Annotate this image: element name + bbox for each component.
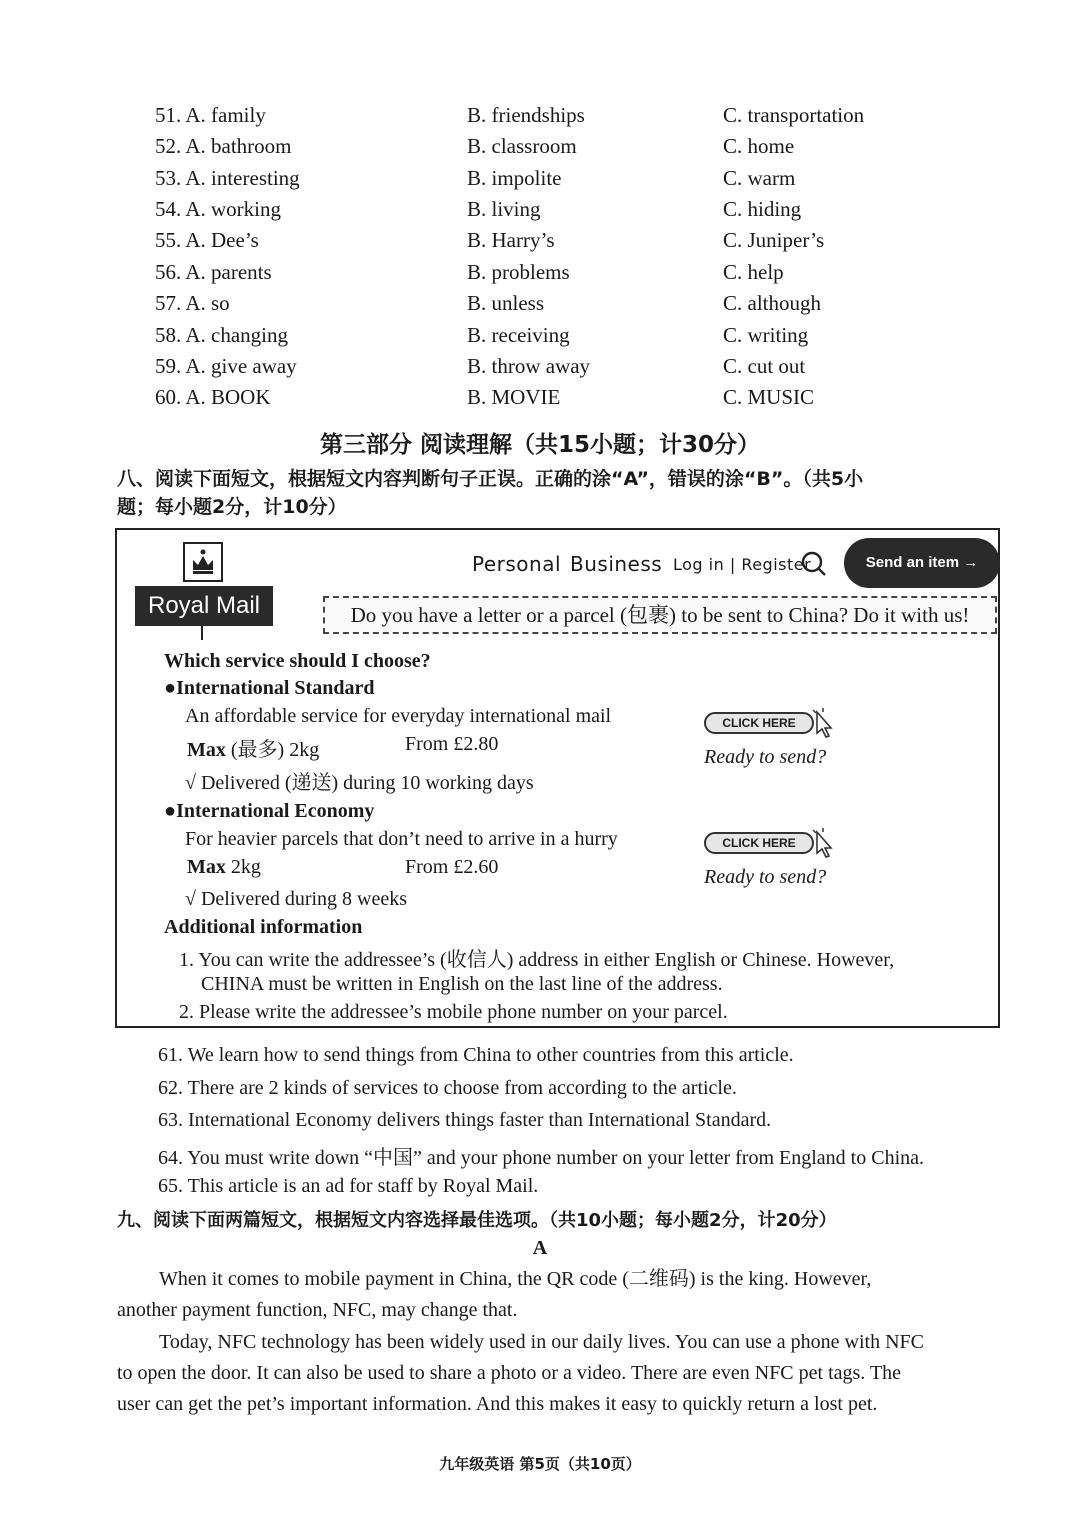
economy-max: Max 2kg <box>187 856 261 878</box>
search-icon[interactable] <box>800 550 828 583</box>
section8-line2: 题；每小题2分，计10分） <box>117 496 347 518</box>
standard-title: ●International Standard <box>164 677 375 699</box>
standard-desc: An affordable service for everyday international mail <box>185 705 612 727</box>
promo-banner: Do you have a letter or a parcel (包裹) to be sent to China? Do it with us! <box>323 596 997 634</box>
bullet-icon: ● <box>164 677 177 699</box>
economy-title: ●International Economy <box>164 800 375 822</box>
option-a: 59. A. give away <box>155 354 297 378</box>
royal-mail-logo <box>135 542 275 637</box>
nav-login <box>673 555 811 574</box>
option-a: 55. A. Dee’s <box>155 228 259 252</box>
option-row-54 <box>0 197 1080 229</box>
standard-click-here-button[interactable]: CLICK HERE <box>704 712 814 734</box>
economy-ready-text: Ready to send? <box>704 866 827 888</box>
bullet-icon: ● <box>164 800 177 822</box>
standard-ready-text: Ready to send? <box>704 746 827 768</box>
economy-desc: For heavier parcels that don’t need to arrive in a hurry <box>185 828 618 850</box>
option-row-53 <box>0 166 1080 198</box>
option-row-55 <box>0 228 1080 260</box>
option-c: C. help <box>723 260 784 284</box>
logo-text: Royal Mail <box>135 586 273 626</box>
additional-title: Additional information <box>164 916 363 938</box>
option-a: 60. A. BOOK <box>155 385 271 409</box>
info-1-line2: CHINA must be written in English on the last line of the address. <box>201 973 723 995</box>
login-link[interactable]: Log in <box>673 555 725 574</box>
option-b: B. living <box>467 197 541 221</box>
option-row-57 <box>0 291 1080 323</box>
economy-price: From £2.60 <box>405 856 499 878</box>
para2-line2: to open the door. It can also be used to share a photo or a video. There are even NFC pet tags. The <box>117 1362 902 1384</box>
para1-line2: another payment function, NFC, may change that. <box>117 1299 518 1321</box>
para2-line3: user can get the pet’s important information. And this makes it easy to quickly return a lost pet. <box>117 1393 878 1415</box>
option-c: C. MUSIC <box>723 385 815 409</box>
option-b: B. receiving <box>467 323 570 347</box>
pointer-hand-icon <box>811 828 839 863</box>
part3-title: 第三部分 阅读理解（共15小题；计30分） <box>319 432 761 458</box>
option-b: B. Harry’s <box>467 228 555 252</box>
option-b: B. impolite <box>467 166 562 190</box>
economy-click-here-button[interactable]: CLICK HERE <box>704 832 814 854</box>
info-2: 2. Please write the addressee’s mobile phone number on your parcel. <box>179 1001 728 1023</box>
option-a: 52. A. bathroom <box>155 134 292 158</box>
royal-mail-ad <box>115 528 1000 1028</box>
option-a: 51. A. family <box>155 103 266 127</box>
passage-paragraph-2 <box>117 1327 997 1420</box>
pointer-hand-icon <box>811 708 839 743</box>
option-c: C. writing <box>723 323 809 347</box>
option-a: 54. A. working <box>155 197 282 221</box>
info-1-line1: 1. You can write the addressee’s (收信人) address in either English or Chinese. However, <box>179 949 895 971</box>
standard-delivery: √ Delivered (递送) during 10 working days <box>185 772 534 794</box>
passage-label: A <box>532 1237 548 1259</box>
option-b: B. friendships <box>467 103 585 127</box>
option-row-56 <box>0 260 1080 292</box>
nav-divider: | <box>724 555 742 574</box>
option-b: B. MOVIE <box>467 385 561 409</box>
option-row-52 <box>0 134 1080 166</box>
option-a: 53. A. interesting <box>155 166 300 190</box>
option-b: B. classroom <box>467 134 577 158</box>
option-b: B. problems <box>467 260 570 284</box>
standard-price: From £2.80 <box>405 733 499 755</box>
question-65: 65. This article is an ad for staff by Royal Mail. <box>158 1175 539 1197</box>
register-link[interactable]: Register <box>741 555 812 574</box>
option-c: C. cut out <box>723 354 806 378</box>
logo-stem <box>201 626 203 640</box>
question-61: 61. We learn how to send things from China to other countries from this article. <box>158 1044 794 1066</box>
option-a: 57. A. so <box>155 291 230 315</box>
option-c: C. home <box>723 134 795 158</box>
option-b: B. unless <box>467 291 545 315</box>
option-row-51 <box>0 103 1080 135</box>
standard-max: Max (最多) 2kg <box>187 739 320 761</box>
para1-line1: When it comes to mobile payment in China, the QR code (二维码) is the king. However, <box>159 1268 872 1290</box>
option-c: C. warm <box>723 166 796 190</box>
option-c: C. although <box>723 291 821 315</box>
option-b: B. throw away <box>467 354 591 378</box>
option-a: 56. A. parents <box>155 260 272 284</box>
question-64: 64. You must write down “中国” and your phone number on your letter from England to China. <box>158 1147 924 1169</box>
option-row-58 <box>0 323 1080 355</box>
page-footer: 九年级英语 第5页（共10页） <box>439 1455 641 1473</box>
question-62: 62. There are 2 kinds of services to choose from according to the article. <box>158 1077 737 1099</box>
option-c: C. hiding <box>723 197 802 221</box>
passage-paragraph-1 <box>117 1264 997 1326</box>
para2-line1: Today, NFC technology has been widely used in our daily lives. You can use a phone with NFC <box>159 1331 924 1353</box>
send-item-button[interactable]: Send an item → <box>844 538 1000 588</box>
service-question: Which service should I choose? <box>164 650 431 672</box>
nav-personal[interactable]: Personal <box>472 552 562 576</box>
option-row-60 <box>0 385 1080 417</box>
option-a: 58. A. changing <box>155 323 288 347</box>
section8-line1: 八、阅读下面短文，根据短文内容判断句子正误。正确的涂“A”，错误的涂“B”。（共5小 <box>117 468 864 490</box>
section8-instruction <box>117 465 1007 521</box>
nav-business[interactable]: Business <box>570 552 663 576</box>
option-row-59 <box>0 354 1080 386</box>
crown-icon <box>183 542 223 582</box>
economy-delivery: √ Delivered during 8 weeks <box>185 888 408 910</box>
question-63: 63. International Economy delivers things faster than International Standard. <box>158 1109 772 1131</box>
option-c: C. transportation <box>723 103 865 127</box>
option-c: C. Juniper’s <box>723 228 825 252</box>
section9-instruction: 九、阅读下面两篇短文，根据短文内容选择最佳选项。（共10小题；每小题2分，计20分） <box>117 1210 837 1231</box>
